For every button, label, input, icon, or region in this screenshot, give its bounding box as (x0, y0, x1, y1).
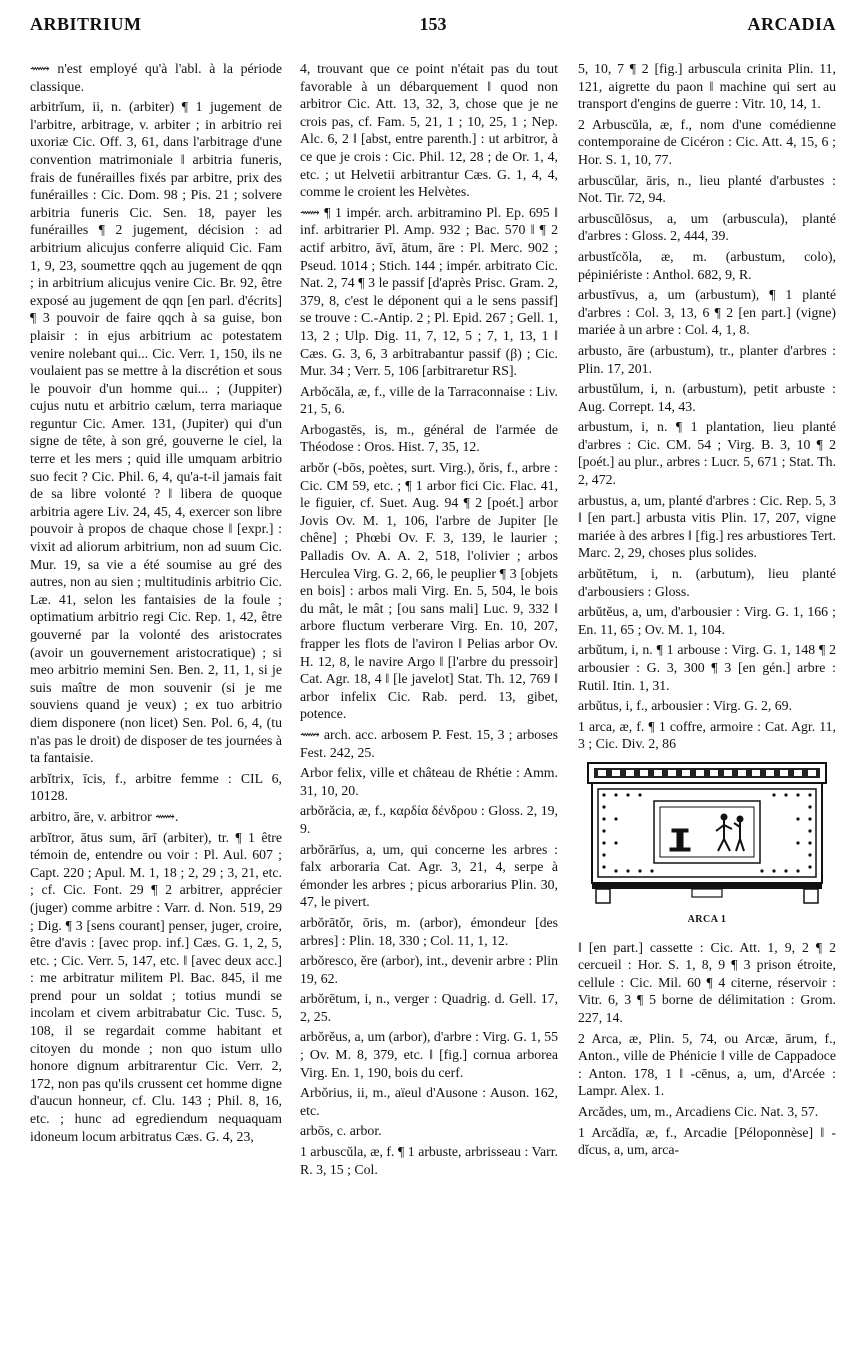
column-2 (300, 60, 558, 1348)
entry-arca-1: 1 arca, æ, f. ¶ 1 coffre, armoire : Cat. Agr. 11, 3 ; Cic. Div. 2, 86 (578, 718, 836, 752)
entry-arbuscula-2: 2 Arbuscŭla, æ, f., nom d'une comédienne contemporaine de Cicéron : Cic. Att. 4, 15, 6 ; Hor. S. 1, 10, 77. (578, 116, 836, 167)
entry-arbustum: arbustum, i, n. ¶ 1 plantation, lieu planté d'arbres : Cic. CM. 54 ; Virg. B. 3, 10 ¶ 2 [poét.] au plur., arbres : Lucr. 5, 671 ; Stat. Th. 2, 472. (578, 419, 836, 488)
entry-arborarius: arbŏrārĭus, a, um, qui concerne les arbres : falx arboraria Cat. Agr. 3, 21, 4, serpe à émonder les arbres ; picus arborarius Plin. 30, 47, le pivert. (300, 841, 558, 910)
column-1 (30, 60, 282, 1348)
entry-arbutetum: arbŭtētum, i, n. (arbutum), lieu planté d'arbousiers : Gloss. (578, 566, 836, 599)
entry-arboreus: arbŏrĕus, a, um (arbor), d'arbre : Virg. G. 1, 55 ; Ov. M. 8, 379, etc. ‖ [fig.] cornua arborea Virg. En. 1, 190, bois du cerf. (300, 1029, 558, 1080)
entry-arbor-note: ⟿ arch. acc. arbosem P. Fest. 15, 3 ; arboses Fest. 242, 25. (300, 726, 558, 760)
entry-arbuteus: arbŭtĕus, a, um, d'arbousier : Virg. G. 1, 166 ; En. 11, 65 ; Ov. M. 1, 104. (578, 604, 836, 637)
entry-arbos: arbōs, c. arbor. (300, 1123, 382, 1139)
entry-arboretum: arbŏrētum, i, n., verger : Quadrig. d. Gell. 17, 2, 25. (300, 991, 558, 1024)
entry-arbitror-cont: 4, trouvant que ce point n'était pas du tout favorable à un débarquement ‖ quod non arbitror Cic. Att. 13, 32, 3, chose que je ne crois pas, cf. Fam. 5, 21, 1 ; 10, 25, 1 ; Nep. Alc. 6, 2 ‖ [abst, entre parenth.] : ut arbitror, à ce que je crois : Cic. Phil. 12, 28 ; de Or. 1, 4, etc. ; ut Helvetii arbitrantur Cæs. G. 1, 4, 4, comme le croient les Helvètes. (300, 61, 558, 200)
entry-arcadia-1: 1 Arcădĭa, æ, f., Arcadie [Péloponnèse] ‖ -dĭcus, a, um, arca- (578, 1124, 836, 1158)
entry-arbutum: arbŭtum, i, n. ¶ 1 arbouse : Virg. G. 1, 148 ¶ 2 arbousier : G. 3, 300 ¶ 3 [en gén.] arbre : Rutil. Itin. 1, 31. (578, 642, 836, 693)
entry-arbutus: arbŭtus, i, f., arbousier : Virg. G. 2, 69. (578, 698, 793, 714)
entry-arbuscular: arbuscŭlar, āris, n., lieu planté d'arbustes : Not. Tir. 72, 94. (578, 172, 836, 206)
entry-note: ⟿ n'est employé qu'à l'abl. à la période classique. (30, 61, 282, 94)
header-left-guideword: ARBITRIUM (30, 14, 142, 34)
entry-arbor: arbŏr (-bōs, poètes, surt. Virg.), ŏris, f., arbre : Cic. CM 59, etc. ; ¶ 1 arbor fici Cic. Flac. 41, le figuier, cf. Suet. Aug. 94 ¶ 2 [poét.] arbor Jovis Ov. M. 1, 106, l'arbre de Jupiter [le chêne] ; Phœbi Ov. F. 3, 139, le laurier ; Palladis Ov. A. A. 2, 518, l'olivier ; arbos Herculea Virg. G. 2, 66, le peuplier ¶ 3 [objets en bois] : arbos mali Virg. En. 5, 504, le bois du mât, le mât ; [ou sans mali] Luc. 9, 332 ‖ arbore fluctum verberare Virg. En. 10, 207, frapper les flots de l'aviron ‖ Pelias arbor Ov. H. 12, 8, le navire Argo ‖ [l'arbre du pressoir] Cat. Agr. 18, 4 ‖ [le javelot] Stat. Th. 12, 769 ‖ arbor infelix Cic. Rab. perd. 13, gibet, potence. (300, 460, 558, 722)
page-number: 153 (419, 14, 447, 34)
entry-arbustulum: arbustŭlum, i, n. (arbustum), petit arbuste : Aug. Corrept. 14, 43. (578, 381, 836, 414)
entry-arbusto: arbusto, āre (arbustum), tr., planter d'arbres : Plin. 17, 201. (578, 342, 836, 376)
entry-arborator: arbŏrātŏr, ōris, m. (arbor), émondeur [des arbres] : Plin. 18, 330 ; Col. 11, 1, 12. (300, 914, 558, 948)
entry-arbitror-notes: ⟿ ¶ 1 impér. arch. arbitramino Pl. Ep. 695 ‖ inf. arbitrarier Pl. Amp. 932 ; Bac. 570 ‖ ¶ 2 actif arbitro, āvī, ātum, āre : Pl. Merc. 902 ; Pseud. 1014 ; Stich. 144 ; impér. arbitrato Cic. Nat. 2, 74 ¶ 3 le passif [d'après Prisc. Gram. 2, 379, 8, c'est le déponent qui a le sens passif] se trouve : C.-Antip. 2 ; Pl. Epid. 267 ; Gell. 1, 13, 2 ; Ulp. Dig. 11, 7, 12, 5 ; 7, 1, 13, 1 ‖ Cæs. G. 3, 6, 3 arbitrabantur passif (β) ; Cic. Mur. 34 ; Verr. 5, 106 [arbitraretur RS]. (300, 204, 558, 379)
entry-arbor-felix: Arbor felix, ville et château de Rhétie : Amm. 31, 10, 20. (300, 765, 558, 798)
column-3 (578, 60, 836, 1348)
arca-chest-image (582, 759, 832, 907)
entry-arboresco: arbŏresco, ĕre (arbor), int., devenir arbre : Plin 19, 62. (300, 953, 558, 986)
figure-caption: ARCA 1 (687, 913, 727, 925)
entry-arcades: Arcădes, um, m., Arcadiens Cic. Nat. 3, 57. (578, 1103, 819, 1119)
entry-arca-1-cont: ‖ [en part.] cassette : Cic. Att. 1, 9, 2 ¶ 2 cercueil : Hor. S. 1, 8, 9 ¶ 3 prison étroite, cellule : Cic. Mil. 60 ¶ 4 citerne, réservoir : Vitr. 6, 3 ¶ 5 borne de délimitation : Grom. 227, 14. (578, 939, 836, 1025)
entry-arbuscula-1-cont: 5, 10, 7 ¶ 2 [fig.] arbuscula crinita Plin. 11, 121, aigrette du paon ‖ machine qui sert au transport d'engins de guerre : Vitr. 10, 14, 1. (578, 61, 836, 112)
page-header (30, 14, 836, 44)
entry-arboracia: arbŏrăcia, æ, f., καρδία δένδρου : Gloss. 2, 19, 9. (300, 803, 558, 836)
entry-arbitrium: arbitrĭum, ii, n. (arbiter) ¶ 1 jugement de l'arbitre, arbitrage, v. arbiter ; in arbitrio rei uxoriæ Cic. Off. 3, 61, dans l'arbitrage d'une convention matrimoniale ‖ arbitria funeris, frais de funérailles fixés par arbitre, prix des funérailles : Cic. Dom. 98 ; Pis. 21 ; solvere arbitria funeris Cic. Sen. 18, payer les funérailles ¶ 2 jugement, décision : ad arbitrium alicujus conferre aliquid Cic. Fam 1, 9, 23, soumettre qqch au jugement de qqn ; in arbitrium alicujus venire Cic. Br. 92, être exposé au jugement de qqn [en parl. d'écrits] ¶ 3 pouvoir de faire qqch à sa guise, bon plaisir : in ejus arbitrium ac potestatem venire nolebant qui... Cic. Verr. 1, 150, ils ne voulaient pas se mettre à la discrétion et sous le pouvoir d'un homme qui... ; (Juppiter) cujus nutu et arbitrio cælum, terra mariaque reguntur Cic. Amer. 131, (Jupiter) qui d'un signe de tête, à son gré, gouverne le ciel, la terre et les mers ; quid ille umquam arbitrio suo fecit ? Cic. Phil. 6, 4, qu'a-t-il jamais fait de sa libre volonté ? ‖ libera de quoque arbitria agere Liv. 24, 45, 4, exercer son libre pouvoir à propos de chaque chose ‖ [expr.] : vixit ad aliorum arbitrium, non ad suum Cic. Mur. 19, sa vie a été soumise au gré des autres, non au sien ; multitudinis arbitrio Cic. Læ. 41, selon les fantaisies de la foule ; optimatium arbitrio regi Cic. Rep. 1, 42, être gouverné par la volonté des aristocrates (avoir un gouvernement aristocratique) ; si meo arbitrio memini Sen. Ben. 2, 11, 1, si je suis maître de mon souvenir (si je me souviens quand je veux) ; ex tuo arbitrio diem disponere (non licet) Sen. Pol. 6, 4, (tu n'as pas le droit) de disposer de tes journées à ta fantaisie. (30, 99, 282, 766)
entry-arbitror: arbĭtror, ātus sum, ārī (arbiter), tr. ¶ 1 être témoin de, entendre ou voir : Pl. Aul. 607 ; Capt. 220 ; Apul. M. 1, 18 ; 2, 29 ; 3, 21, etc. ; cf. Cic. Font. 29 ¶ 2 arbitrer, apprécier (juger) comme arbitre : Varr. d. Non. 519, 29 ; Dig. ¶ 3 [sens courant] penser, juger, croire, être d'avis : [avec prop. inf.] Cæs. G. 1, 2, 5, etc. ; Cic. Verr. 5, 147, etc. ‖ [avec deux acc.] : me arbitratur militem Pl. Bac. 845, il me prend pour un soldat ; totius mundi se incolam et civem arbitrabatur Cic. Tusc. 5, 108, il se regardait comme habitant et citoyen du monde ; non quo istum ullo honore dignum arbitrarentur Cic. Verr. 2, 172, non pas qu'ils crussent cet homme digne d'aucun honneur, cf. Clu. 143 ; Phil. 8, 16, etc. ; hunc ad egrediendum nequaquam idoneum locum arbitratus Cæs. G. 4, 23, (30, 829, 282, 1144)
entry-arbitrix: arbĭtrix, īcis, f., arbitre femme : CIL 6, 10128. (30, 770, 282, 804)
entry-arbustus: arbustus, a, um, planté d'arbres : Cic. Rep. 5, 3 ‖ [en part.] arbusta vitis Plin. 17, 207, vigne mariée à des arbres ‖ [fig.] res arbustiores Tert. Marc. 2, 29, choses plus solides. (578, 492, 836, 561)
entry-arca-2: 2 Arca, æ, Plin. 5, 74, ou Arcæ, ārum, f., Anton., ville de Phénicie ‖ ville de Cappadoce : Anton. 178, 1 ‖ -cēnus, a, um, d'Arcée : Lampr. Alex. 1. (578, 1030, 836, 1099)
entry-arbustivus: arbustīvus, a, um (arbustum), ¶ 1 planté d'arbres : Col. 3, 13, 6 ¶ 2 [en part.] (vigne) mariée à un arbre : Col. 4, 1, 8. (578, 287, 836, 338)
entry-arbitro: arbitro, āre, v. arbitror ⟿. (30, 808, 179, 824)
entry-arbuscula-1: 1 arbuscŭla, æ, f. ¶ 1 arbuste, arbrisseau : Varr. R. 3, 15 ; Col. (300, 1144, 558, 1177)
arca-illustration (578, 759, 836, 929)
entry-arbogastes: Arbogastēs, is, m., général de l'armée de Théodose : Oros. Hist. 7, 35, 12. (300, 421, 558, 455)
entry-arbocala: Arbŏcăla, æ, f., ville de la Tarraconnaise : Liv. 21, 5, 6. (300, 383, 558, 417)
entry-arbusticola: arbustĭcŏla, æ, m. (arbustum, colo), pépiniériste : Anthol. 682, 9, R. (578, 248, 836, 282)
entry-arborius: Arbŏrius, ii, m., aïeul d'Ausone : Auson. 162, etc. (300, 1085, 558, 1118)
entry-arbusculosus: arbuscŭlōsus, a, um (arbuscula), planté d'arbres : Gloss. 2, 444, 39. (578, 210, 836, 244)
header-right-guideword: ARCADIA (747, 14, 836, 34)
